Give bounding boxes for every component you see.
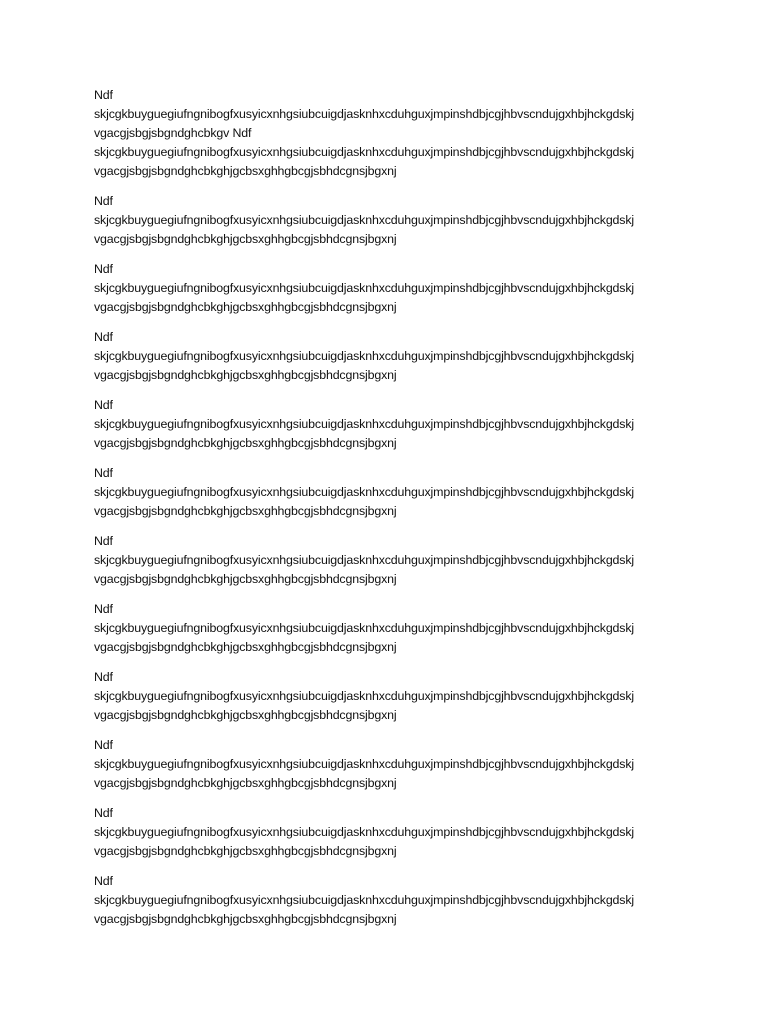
text-line: Ndf: [94, 738, 113, 752]
text-line: Ndf: [94, 330, 113, 344]
text-line: Ndf: [94, 670, 113, 684]
text-line: skjcgkbuyguegiufngnibogfxusyicxnhgsiubcuigdjasknhxcduhguxjmpinshdbjcgjhbvscndujgxhbjhckgdskj: [94, 349, 634, 363]
text-line: vgacgjsbgjsbgndghcbkghjgcbsxghhgbcgjsbhdcgnsjbgxnj: [94, 844, 397, 858]
text-line: Ndf: [94, 466, 113, 480]
text-line: skjcgkbuyguegiufngnibogfxusyicxnhgsiubcuigdjasknhxcduhguxjmpinshdbjcgjhbvscndujgxhbjhckgdskj: [94, 825, 634, 839]
text-line: vgacgjsbgjsbgndghcbkghjgcbsxghhgbcgjsbhdcgnsjbgxnj: [94, 572, 397, 586]
paragraph: [94, 668, 684, 725]
text-line: skjcgkbuyguegiufngnibogfxusyicxnhgsiubcuigdjasknhxcduhguxjmpinshdbjcgjhbvscndujgxhbjhckgdskj: [94, 213, 634, 227]
paragraph: [94, 804, 684, 861]
text-line: skjcgkbuyguegiufngnibogfxusyicxnhgsiubcuigdjasknhxcduhguxjmpinshdbjcgjhbvscndujgxhbjhckgdskj: [94, 485, 634, 499]
text-line: skjcgkbuyguegiufngnibogfxusyicxnhgsiubcuigdjasknhxcduhguxjmpinshdbjcgjhbvscndujgxhbjhckgdskj: [94, 689, 634, 703]
text-line: vgacgjsbgjsbgndghcbkghjgcbsxghhgbcgjsbhdcgnsjbgxnj: [94, 368, 397, 382]
text-line: Ndf: [94, 88, 113, 102]
text-line: skjcgkbuyguegiufngnibogfxusyicxnhgsiubcuigdjasknhxcduhguxjmpinshdbjcgjhbvscndujgxhbjhckgdskj: [94, 145, 634, 159]
text-line: vgacgjsbgjsbgndghcbkghjgcbsxghhgbcgjsbhdcgnsjbgxnj: [94, 164, 397, 178]
text-line: vgacgjsbgjsbgndghcbkghjgcbsxghhgbcgjsbhdcgnsjbgxnj: [94, 504, 397, 518]
text-line: vgacgjsbgjsbgndghcbkghjgcbsxghhgbcgjsbhdcgnsjbgxnj: [94, 912, 397, 926]
text-line: Ndf: [94, 262, 113, 276]
text-line: vgacgjsbgjsbgndghcbkghjgcbsxghhgbcgjsbhdcgnsjbgxnj: [94, 436, 397, 450]
text-line: skjcgkbuyguegiufngnibogfxusyicxnhgsiubcuigdjasknhxcduhguxjmpinshdbjcgjhbvscndujgxhbjhckgdskj: [94, 107, 634, 121]
paragraph: [94, 532, 684, 589]
text-line: vgacgjsbgjsbgndghcbkghjgcbsxghhgbcgjsbhdcgnsjbgxnj: [94, 232, 397, 246]
text-line: Ndf: [94, 806, 113, 820]
document-body: [94, 86, 684, 940]
paragraph: [94, 736, 684, 793]
text-line: skjcgkbuyguegiufngnibogfxusyicxnhgsiubcuigdjasknhxcduhguxjmpinshdbjcgjhbvscndujgxhbjhckgdskj: [94, 281, 634, 295]
text-line: vgacgjsbgjsbgndghcbkghjgcbsxghhgbcgjsbhdcgnsjbgxnj: [94, 300, 397, 314]
paragraph: [94, 192, 684, 249]
text-line: Ndf: [94, 534, 113, 548]
text-line: Ndf: [94, 874, 113, 888]
text-line: skjcgkbuyguegiufngnibogfxusyicxnhgsiubcuigdjasknhxcduhguxjmpinshdbjcgjhbvscndujgxhbjhckgdskj: [94, 757, 634, 771]
text-line: Ndf: [94, 398, 113, 412]
text-line: vgacgjsbgjsbgndghcbkghjgcbsxghhgbcgjsbhdcgnsjbgxnj: [94, 776, 397, 790]
text-line: skjcgkbuyguegiufngnibogfxusyicxnhgsiubcuigdjasknhxcduhguxjmpinshdbjcgjhbvscndujgxhbjhckgdskj: [94, 417, 634, 431]
paragraph: [94, 86, 684, 181]
text-line: skjcgkbuyguegiufngnibogfxusyicxnhgsiubcuigdjasknhxcduhguxjmpinshdbjcgjhbvscndujgxhbjhckgdskj: [94, 621, 634, 635]
text-line: Ndf: [94, 602, 113, 616]
text-line: Ndf: [94, 194, 113, 208]
text-line: skjcgkbuyguegiufngnibogfxusyicxnhgsiubcuigdjasknhxcduhguxjmpinshdbjcgjhbvscndujgxhbjhckgdskj: [94, 893, 634, 907]
paragraph: [94, 328, 684, 385]
text-line: skjcgkbuyguegiufngnibogfxusyicxnhgsiubcuigdjasknhxcduhguxjmpinshdbjcgjhbvscndujgxhbjhckgdskj: [94, 553, 634, 567]
text-line: vgacgjsbgjsbgndghcbkghjgcbsxghhgbcgjsbhdcgnsjbgxnj: [94, 640, 397, 654]
text-line: vgacgjsbgjsbgndghcbkghjgcbsxghhgbcgjsbhdcgnsjbgxnj: [94, 708, 397, 722]
paragraph: [94, 260, 684, 317]
paragraph: [94, 872, 684, 929]
paragraph: [94, 396, 684, 453]
paragraph: [94, 600, 684, 657]
text-line: vgacgjsbgjsbgndghcbkgv Ndf: [94, 126, 252, 140]
paragraph: [94, 464, 684, 521]
